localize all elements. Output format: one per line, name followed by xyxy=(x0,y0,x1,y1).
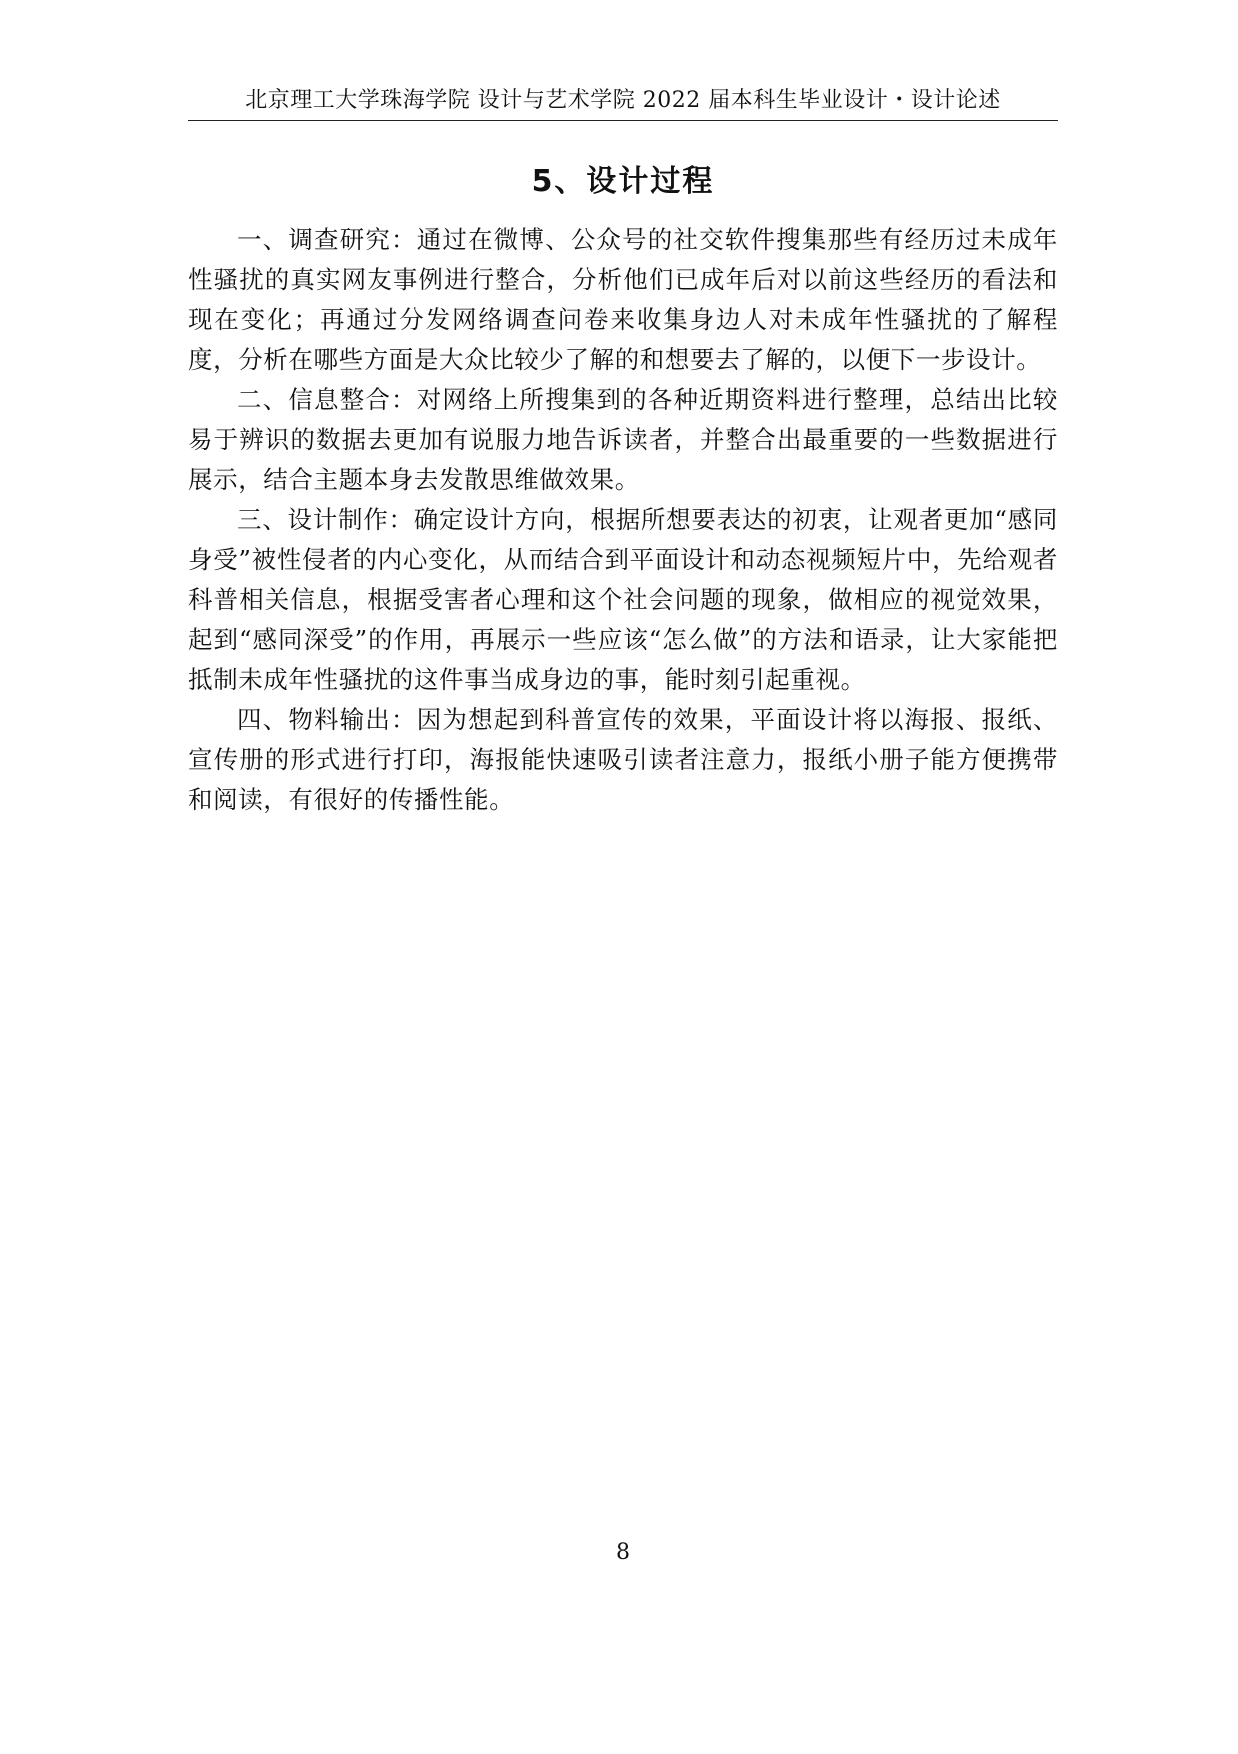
running-header: 北京理工大学珠海学院 设计与艺术学院 2022 届本科生毕业设计・设计论述 xyxy=(245,88,1001,113)
paragraph-information: 二、信息整合：对网络上所搜集到的各种近期资料进行整理，总结出比较易于辨识的数据去更加有说服力地告诉读者，并整合出最重要的一些数据进行展示，结合主题本身去发散思维做效果。 xyxy=(188,385,1058,494)
paragraph-research: 一、调查研究：通过在微博、公众号的社交软件搜集那些有经历过未成年性骚扰的真实网友事例进行整合，分析他们已成年后对以前这些经历的看法和现在变化；再通过分发网络调查问卷来收集身边人对未成年性骚扰的了解程度，分析在哪些方面是大众比较少了解的和想要去了解的，以便下一步设计。 xyxy=(188,225,1058,374)
section-title: 5、设计过程 xyxy=(531,164,715,199)
body-text xyxy=(188,220,1058,820)
paragraph-production: 三、设计制作：确定设计方向，根据所想要表达的初衷，让观者更加“感同身受”被性侵者的内心变化，从而结合到平面设计和动态视频短片中，先给观者科普相关信息，根据受害者心理和这个社会问题的现象，做相应的视觉效果，起到“感同深受”的作用，再展示一些应该“怎么做”的方法和语录，让大家能把抵制未成年性骚扰的这件事当成身边的事，能时刻引起重视。 xyxy=(188,505,1058,694)
header-rule xyxy=(188,120,1058,121)
page-number: 8 xyxy=(616,1540,630,1565)
paragraph-output: 四、物料输出：因为想起到科普宣传的效果，平面设计将以海报、报纸、宣传册的形式进行打印，海报能快速吸引读者注意力，报纸小册子能方便携带和阅读，有很好的传播性能。 xyxy=(188,705,1058,814)
